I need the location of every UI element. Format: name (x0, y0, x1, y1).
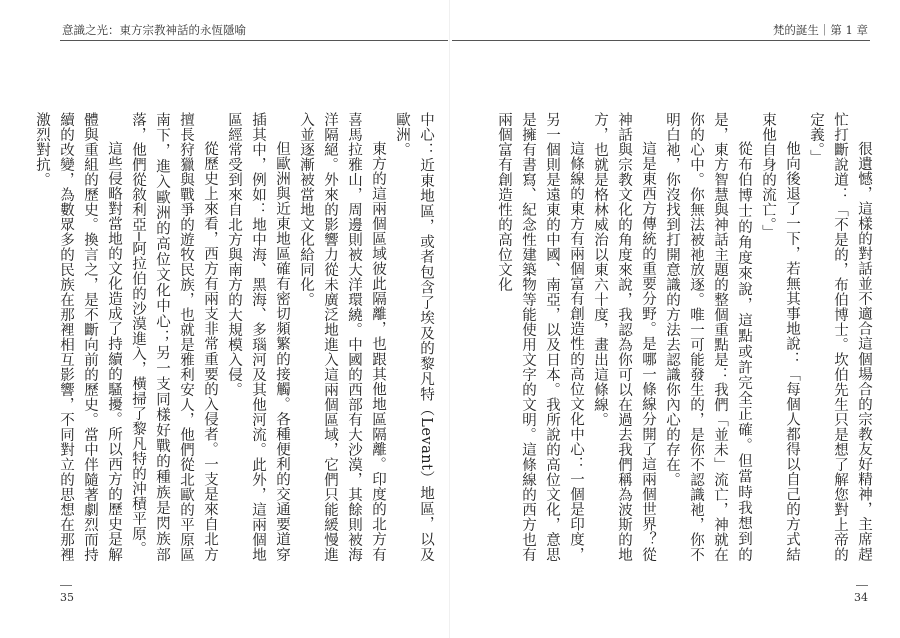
right-folio-rule (856, 585, 868, 586)
left-page-number: 35 (60, 591, 74, 604)
right-running-head: 梵的誕生｜第 1 章 (772, 23, 868, 37)
paragraph: 但歐洲與近東地區確有密切頻繁的接觸。各種便利的交通要道穿插其中，例如：地中海、黑海、多瑙河及其他河流。此外，這兩個地區經常受到來自北方與南方的大規模入侵。 (226, 112, 290, 562)
paragraph: 很遺憾，這樣的對話並不適合這個場合的宗教友好精神，主席趕忙打斷說道：「不是的，布伯博士。坎伯先生只是想了解您對上帝的定義。」 (808, 112, 872, 562)
paragraph: 中心：近東地區，或者包含了埃及的黎凡特（Levant）地區，以及歐洲。 (394, 112, 434, 562)
paragraph: 這些侵略對當地的文化造成了持續的騷擾。所以西方的歷史是解體與重組的歷史。換言之，是不斷向前的歷史。當中伴隨著劇烈而持續的改變，為數眾多的民族在那裡相互影響，不同對立的思想在那裡激烈對抗。 (34, 112, 122, 562)
right-page (450, 0, 900, 638)
left-running-head: 意識之光：東方宗教神話的永恆隱喻 (62, 23, 246, 37)
paragraph: 他向後退了一下，若無其事地說：「每個人都得以自己的方式結束他自身的流亡。」 (760, 112, 800, 562)
paragraph: 從布伯博士的角度來說，這點或許完全正確。但當時我想到的是，東方智慧與神話主題的整個重點是：我們「並未」流亡，神就在你的心中。你無法被祂放逐。唯一可能發生的，是你不認識祂，你不明白祂，你沒找到打開意識的方法去認識你內心的存在。 (664, 112, 752, 562)
paragraph: 這是東西方傳統的重要分野。是哪一條線分開了這兩個世界？從神話與宗教文化的角度來說，我認為你可以在過去我們稱為波斯的地方，也就是格林威治以東六十度，畫出這條線。 (592, 112, 656, 562)
paragraph: 東方的這兩個區域彼此隔離，也跟其他地區隔離。印度的北方有喜馬拉雅山，周邊則被大洋環繞。中國的西部有大沙漠，其餘則被海洋隔絕。外來的影響力從未廣泛地進入這兩個區域，它們只能緩慢進入並逐漸被當地文化給同化。 (298, 112, 386, 562)
right-page-number: 34 (854, 591, 868, 604)
right-header-rule (452, 40, 870, 41)
left-header-rule (60, 40, 448, 41)
right-body-text (462, 112, 876, 562)
paragraph: 從歷史上來看，西方有兩支非常重要的入侵者。一支是來自北方擅長狩獵與戰爭的遊牧民族，也就是雅利安人，他們從北歐的平原區南下，進入歐洲的高位文化中心；另一支同樣好戰的種族是閃族部落，他們從敘利亞─阿拉伯的沙漠進入，橫掃了黎凡特的沖積平原。 (130, 112, 218, 562)
left-folio-rule (60, 585, 72, 586)
left-body-text (34, 112, 438, 562)
paragraph: 這條線的東方有兩個富有創造性的高位文化中心：一個是印度，另一個則是遠東的中國、南亞，以及日本。我所說的高位文化，意思是擁有書寫、紀念性建築物等能使用文字的文明。這條線的西方也有兩個富有創造性的高位文化 (496, 112, 584, 562)
